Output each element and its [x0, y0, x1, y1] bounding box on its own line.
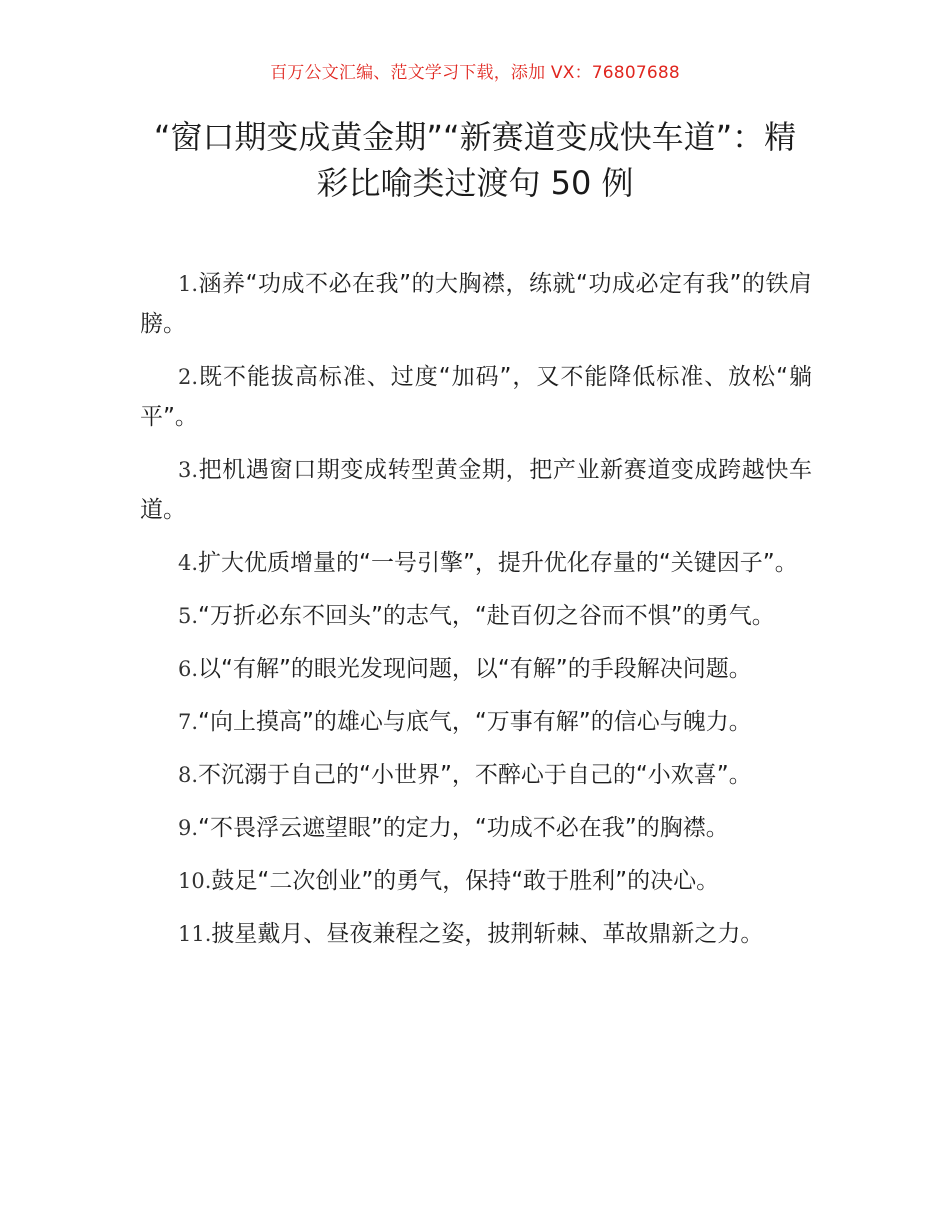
list-item: [140, 914, 812, 954]
item-text: “万折必东不回头”的志气，“赴百仞之谷而不惧”的勇气。: [198, 603, 775, 629]
list-item: [140, 808, 812, 848]
item-text: 不沉溺于自己的“小世界”，不醉心于自己的“小欢喜”。: [198, 762, 752, 788]
list-item: [140, 649, 812, 689]
item-text: 既不能拔高标准、过度“加码”，又不能降低标准、放松“躺平”。: [140, 364, 812, 430]
item-text: 扩大优质增量的“一号引擎”，提升优化存量的“关键因子”。: [198, 550, 798, 576]
item-number: 5.: [178, 604, 199, 628]
item-number: 6.: [178, 657, 199, 681]
item-number: 4.: [178, 551, 199, 575]
item-list: [140, 264, 812, 967]
list-item: [140, 861, 812, 901]
item-text: 鼓足“二次创业”的勇气，保持“敢于胜利”的决心。: [211, 868, 720, 894]
list-item: [140, 755, 812, 795]
list-item: [140, 357, 812, 437]
list-item: [140, 596, 812, 636]
item-text: 披星戴月、昼夜兼程之姿，披荆斩棘、革故鼎新之力。: [211, 921, 764, 947]
item-text: 涵养“功成不必在我”的大胸襟，练就“功成必定有我”的铁肩膀。: [140, 271, 812, 337]
item-number: 3.: [178, 458, 199, 482]
item-number: 2.: [178, 365, 199, 389]
item-text: “不畏浮云遮望眼”的定力，“功成不必在我”的胸襟。: [198, 815, 729, 841]
item-text: 把机遇窗口期变成转型黄金期，把产业新赛道变成跨越快车道。: [140, 457, 812, 523]
item-number: 8.: [178, 763, 199, 787]
item-text: 以“有解”的眼光发现问题，以“有解”的手段解决问题。: [198, 656, 752, 682]
item-number: 11.: [178, 922, 212, 946]
list-item: [140, 264, 812, 344]
header-note: 百万公文汇编、范文学习下载，添加 VX：76807688: [270, 63, 680, 83]
list-item: [140, 702, 812, 742]
list-item: [140, 450, 812, 530]
list-item: [140, 543, 812, 583]
item-number: 7.: [178, 710, 199, 734]
item-number: 1.: [178, 272, 199, 296]
item-text: “向上摸高”的雄心与底气，“万事有解”的信心与魄力。: [198, 709, 752, 735]
page-title: “窗口期变成黄金期”“新赛道变成快车道”：精彩比喻类过渡句 50 例: [153, 118, 797, 202]
item-number: 9.: [178, 816, 199, 840]
item-number: 10.: [178, 869, 212, 893]
